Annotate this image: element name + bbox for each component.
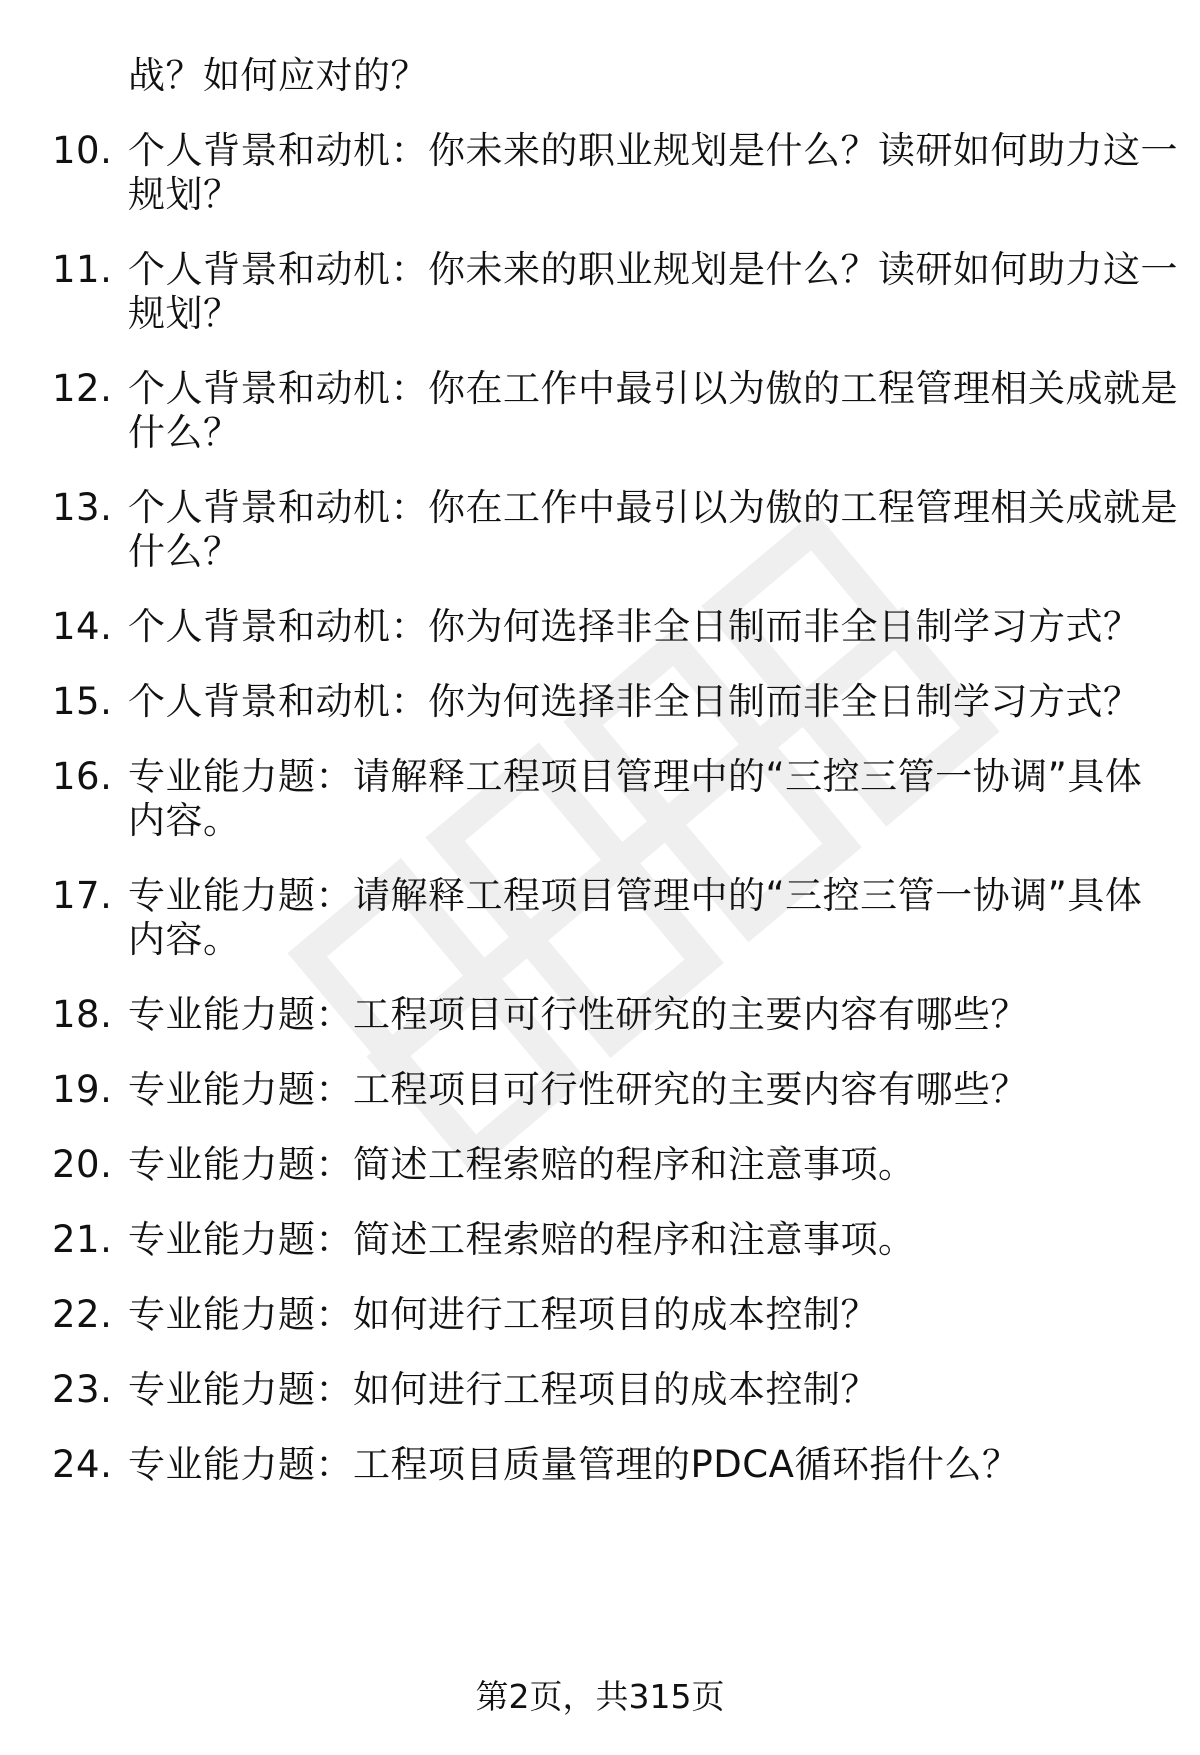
item-number: 14. xyxy=(52,605,113,648)
item-text: 内容。 xyxy=(128,918,241,961)
item-text: 专业能力题：工程项目可行性研究的主要内容有哪些？ xyxy=(128,1068,1028,1111)
item-number: 13. xyxy=(52,486,113,529)
item-number: 20. xyxy=(52,1143,113,1186)
item-text: 什么？ xyxy=(128,411,241,454)
item-number: 21. xyxy=(52,1218,113,1261)
watermark-graphic xyxy=(200,450,1100,1250)
item-number: 15. xyxy=(52,680,113,723)
item-text: 专业能力题：如何进行工程项目的成本控制？ xyxy=(128,1293,878,1336)
item-number: 19. xyxy=(52,1068,113,1111)
item-text: 什么？ xyxy=(128,530,241,573)
item-number: 12. xyxy=(52,367,113,410)
item-text: 内容。 xyxy=(128,799,241,842)
item-text: 个人背景和动机：你未来的职业规划是什么？读研如何助力这一 xyxy=(128,248,1178,291)
item-text: 战？如何应对的？ xyxy=(128,54,428,97)
item-text: 个人背景和动机：你在工作中最引以为傲的工程管理相关成就是 xyxy=(128,486,1178,529)
item-number: 11. xyxy=(52,248,113,291)
item-number: 22. xyxy=(52,1293,113,1336)
item-text: 规划？ xyxy=(128,292,241,335)
item-text: 个人背景和动机：你在工作中最引以为傲的工程管理相关成就是 xyxy=(128,367,1178,410)
item-number: 10. xyxy=(52,129,113,172)
item-number: 17. xyxy=(52,874,113,917)
item-text: 专业能力题：请解释工程项目管理中的“三控三管一协调”具体 xyxy=(128,874,1143,917)
item-text: 专业能力题：简述工程索赔的程序和注意事项。 xyxy=(128,1218,916,1261)
item-text: 专业能力题：简述工程索赔的程序和注意事项。 xyxy=(128,1143,916,1186)
item-text: 个人背景和动机：你为何选择非全日制而非全日制学习方式？ xyxy=(128,680,1141,723)
item-text: 专业能力题：工程项目可行性研究的主要内容有哪些？ xyxy=(128,993,1028,1036)
item-number: 24. xyxy=(52,1443,113,1486)
item-number: 18. xyxy=(52,993,113,1036)
item-number: 23. xyxy=(52,1368,113,1411)
page-number-footer: 第2页，共315页 xyxy=(475,1677,725,1716)
item-text: 专业能力题：请解释工程项目管理中的“三控三管一协调”具体 xyxy=(128,755,1143,798)
item-text: 个人背景和动机：你未来的职业规划是什么？读研如何助力这一 xyxy=(128,129,1178,172)
item-number: 16. xyxy=(52,755,113,798)
item-text: 规划？ xyxy=(128,173,241,216)
item-text: 专业能力题：如何进行工程项目的成本控制？ xyxy=(128,1368,878,1411)
item-text: 专业能力题：工程项目质量管理的PDCA循环指什么？ xyxy=(128,1443,1020,1486)
item-text: 个人背景和动机：你为何选择非全日制而非全日制学习方式？ xyxy=(128,605,1141,648)
